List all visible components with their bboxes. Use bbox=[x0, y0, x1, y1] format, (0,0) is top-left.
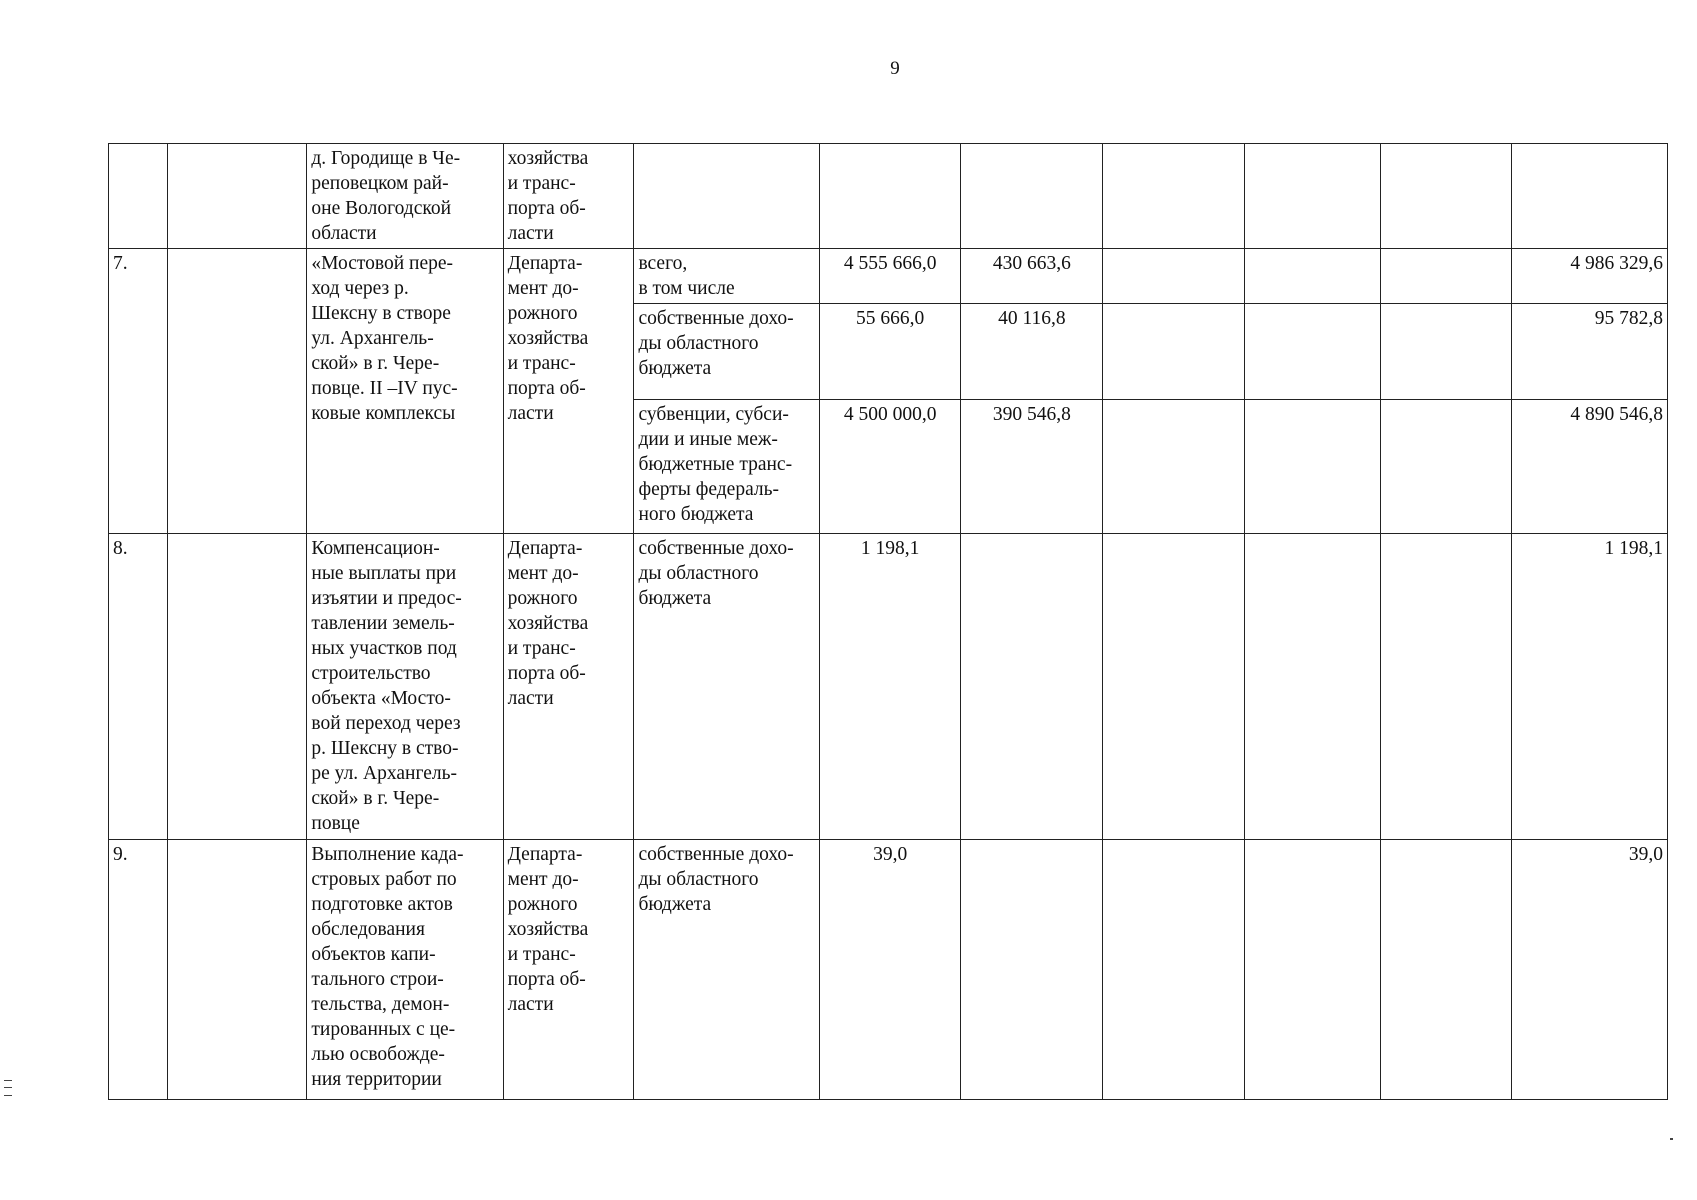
funding-source: собственные дохо- ды областного бюджета bbox=[634, 534, 819, 840]
row-index: 7. bbox=[109, 249, 168, 534]
funding-source: всего, в том числе bbox=[634, 249, 819, 304]
department: Департа- мент до- рожного хозяйства и транс- порта об- ласти bbox=[503, 534, 634, 840]
empty-cell bbox=[167, 840, 307, 1100]
empty-cell bbox=[1103, 249, 1245, 304]
total-cell: 95 782,8 bbox=[1512, 304, 1668, 400]
table-row bbox=[109, 534, 1668, 840]
binding-mark bbox=[4, 1080, 12, 1096]
row-index bbox=[109, 144, 168, 249]
value-cell: 4 500 000,0 bbox=[819, 400, 961, 534]
funding-source bbox=[634, 144, 819, 249]
funding-source: субвенции, субси- дии и иные меж- бюджетные транс- ферты федераль- ного бюджета bbox=[634, 400, 819, 534]
empty-cell bbox=[1244, 534, 1380, 840]
empty-cell bbox=[1244, 304, 1380, 400]
scan-speck bbox=[1670, 1138, 1673, 1140]
value-cell: 1 198,1 bbox=[819, 534, 961, 840]
table-row bbox=[109, 249, 1668, 304]
row-index: 8. bbox=[109, 534, 168, 840]
empty-cell bbox=[1381, 144, 1512, 249]
empty-cell bbox=[1244, 840, 1380, 1100]
object-name: «Мостовой пере- ход через р. Шексну в створе ул. Архангель- ской» в г. Чере- повце. II –IV пус- ковые комплексы bbox=[307, 249, 503, 534]
empty-cell bbox=[1381, 400, 1512, 534]
value-cell bbox=[961, 840, 1103, 1100]
empty-cell bbox=[1103, 304, 1245, 400]
empty-cell bbox=[1103, 400, 1245, 534]
department: Департа- мент до- рожного хозяйства и транс- порта об- ласти bbox=[503, 840, 634, 1100]
empty-cell bbox=[1381, 840, 1512, 1100]
total-cell: 39,0 bbox=[1512, 840, 1668, 1100]
page-number: 9 bbox=[890, 58, 900, 79]
object-name: Компенсацион- ные выплаты при изъятии и предос- тавлении земель- ных участков под строительство объекта «Мосто- вой переход через р. Шексну в ство- ре ул. Архангель- ской» в г. Чере- повце bbox=[307, 534, 503, 840]
value-cell: 390 546,8 bbox=[961, 400, 1103, 534]
empty-cell bbox=[1244, 400, 1380, 534]
empty-cell bbox=[1244, 144, 1380, 249]
value-cell: 430 663,6 bbox=[961, 249, 1103, 304]
value-cell bbox=[961, 534, 1103, 840]
table-row bbox=[109, 840, 1668, 1100]
empty-cell bbox=[1381, 249, 1512, 304]
value-cell: 55 666,0 bbox=[819, 304, 961, 400]
funding-source: собственные дохо- ды областного бюджета bbox=[634, 840, 819, 1100]
value-cell: 39,0 bbox=[819, 840, 961, 1100]
row-index: 9. bbox=[109, 840, 168, 1100]
empty-cell bbox=[1244, 249, 1380, 304]
total-cell bbox=[1512, 144, 1668, 249]
object-name: Выполнение када- стровых работ по подготовке актов обследования объектов капи- тального строи- тельства, демон- тированных с це- лью освобожде- ния территории bbox=[307, 840, 503, 1100]
budget-table bbox=[108, 143, 1668, 1100]
total-cell: 1 198,1 bbox=[1512, 534, 1668, 840]
empty-cell bbox=[1381, 304, 1512, 400]
empty-cell bbox=[1103, 534, 1245, 840]
empty-cell bbox=[1103, 144, 1245, 249]
value-cell: 40 116,8 bbox=[961, 304, 1103, 400]
value-cell bbox=[961, 144, 1103, 249]
department: хозяйства и транс- порта об- ласти bbox=[503, 144, 634, 249]
object-name: д. Городище в Че- реповецком рай- оне Вологодской области bbox=[307, 144, 503, 249]
value-cell bbox=[819, 144, 961, 249]
value-cell: 4 555 666,0 bbox=[819, 249, 961, 304]
funding-source: собственные дохо- ды областного бюджета bbox=[634, 304, 819, 400]
total-cell: 4 986 329,6 bbox=[1512, 249, 1668, 304]
empty-cell bbox=[1103, 840, 1245, 1100]
table-row bbox=[109, 144, 1668, 249]
total-cell: 4 890 546,8 bbox=[1512, 400, 1668, 534]
department: Департа- мент до- рожного хозяйства и транс- порта об- ласти bbox=[503, 249, 634, 534]
empty-cell bbox=[167, 249, 307, 534]
empty-cell bbox=[1381, 534, 1512, 840]
empty-cell bbox=[167, 534, 307, 840]
empty-cell bbox=[167, 144, 307, 249]
